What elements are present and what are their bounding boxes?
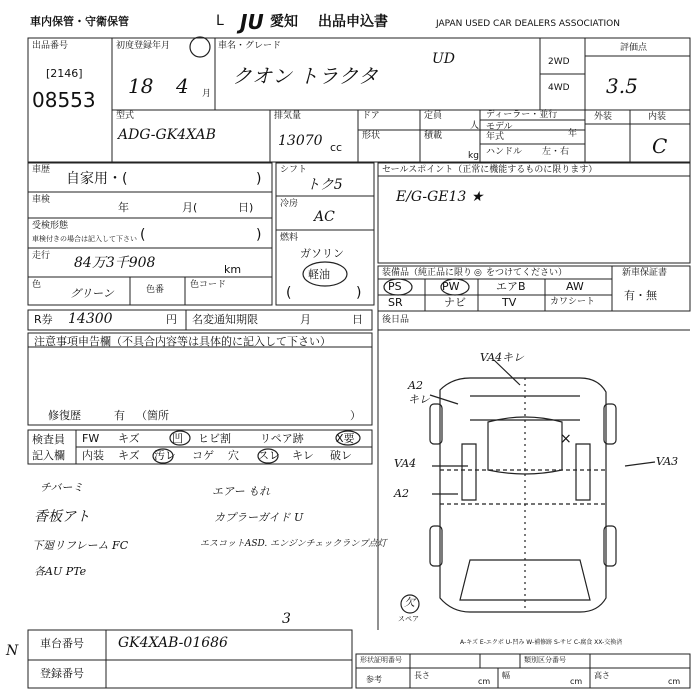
remark-left-2: 香板アト — [34, 509, 90, 525]
listing-sub-number: [2146] — [46, 67, 83, 80]
score-interior-value: C — [652, 134, 668, 158]
inspection-month-unit: 月( — [182, 201, 198, 214]
inspector-label-2: 記入欄 — [32, 449, 65, 462]
deadline-month-unit: 月 — [300, 313, 311, 326]
door-label: ドア — [362, 111, 380, 121]
fuel-open: ( — [286, 285, 292, 301]
registration-label: 初度登録年月 — [116, 41, 171, 51]
equipment-sr: SR — [388, 296, 403, 309]
shape-label: 形状 — [362, 131, 381, 141]
listing-number: 08553 — [32, 88, 96, 112]
capacity-unit: 人 — [470, 121, 480, 131]
remark-left-1: チバーミ — [40, 481, 84, 494]
diagram-va4-top: VA4キレ — [480, 351, 525, 364]
diagram-x-mark: × — [560, 431, 572, 447]
drive-4wd: 4WD — [548, 83, 570, 93]
color-label: 色 — [32, 280, 42, 290]
model-year-label: モデル 年式 — [486, 122, 513, 142]
diagram-legend: A-キズ E-エクボ U-凹み W-補修跡 S-サビ C-腐食 XX-交換済 — [460, 639, 623, 646]
displacement-unit: cc — [330, 141, 343, 154]
diagram-spare-mark: 欠 — [404, 596, 415, 609]
inspection-year-unit: 年 — [118, 201, 129, 214]
history-close: ) — [256, 171, 262, 187]
handle-options: 左・右 — [542, 147, 570, 157]
shift-value: トク5 — [306, 177, 343, 193]
cert-length-label: 長さ — [414, 671, 430, 680]
diagram-a2-left: A2 — [394, 487, 409, 500]
equipment-leather-seat: カワシート — [550, 297, 596, 307]
cert-class-label: 類別区分番号 — [524, 656, 566, 664]
warranty-options: 有・無 — [624, 289, 657, 302]
mileage-value: 84万3千908 — [74, 255, 156, 271]
mileage-unit: km — [224, 263, 242, 276]
remark-left-4: 各AU PTe — [34, 565, 87, 578]
vehicle-name-label: 車名・グレード — [218, 41, 282, 51]
load-unit: kg — [468, 151, 479, 161]
chassis-margin-mark: N — [6, 643, 19, 659]
remark-right-1: エアー もれ — [212, 485, 271, 498]
cert-width-label: 幅 — [502, 671, 510, 680]
inspector-replace: X要 — [336, 432, 355, 445]
fuel-circled: 軽油 — [308, 268, 330, 281]
chassis-correction: 3 — [282, 611, 291, 627]
color-num-label: 色番 — [146, 285, 165, 295]
reg-number-label: 登録番号 — [40, 667, 84, 680]
recycle-value: 14300 — [68, 311, 113, 327]
equipment-tv: TV — [502, 296, 517, 309]
vehicle-name: クオン トラクタ — [232, 64, 378, 88]
inspector-interior-wear: スレ — [258, 449, 280, 462]
cert-width-unit: cm — [570, 677, 583, 686]
fuel-label: 燃料 — [280, 233, 299, 243]
reception-close: ) — [256, 227, 262, 243]
repair-value: 有 — [114, 409, 125, 422]
deadline-day-unit: 日 — [352, 313, 363, 326]
inspector-interior-dirt: 汚レ — [154, 449, 176, 462]
selling-points-note: E/G-GE13 ★ — [396, 189, 484, 205]
inspector-label-1: 検査員 — [32, 433, 65, 446]
equipment-aw: AW — [566, 280, 584, 293]
score-value: 3.5 — [606, 74, 638, 98]
registration-year: 18 — [128, 74, 154, 98]
inspector-interior-scratch: キズ — [118, 449, 140, 462]
mileage-label: 走行 — [32, 251, 51, 261]
equipment-label-suffix: をつけてください） — [486, 268, 568, 278]
brand-suffix: 愛知 — [270, 14, 298, 30]
aircon-label: 冷房 — [280, 199, 299, 209]
model-year-unit: 年 — [568, 129, 578, 139]
equipment-navi: ナビ — [444, 296, 466, 309]
inspector-fw: FW — [82, 432, 100, 445]
remark-right-2: カプラーガイド U — [214, 511, 304, 524]
equipment-label-mark: ◎ — [474, 268, 482, 278]
inspector-crack: ヒビ割 — [198, 432, 231, 445]
diagram-spare-label: スペア — [398, 615, 419, 623]
history-label: 車歴 — [32, 165, 51, 175]
shift-label: シフト — [280, 165, 308, 175]
remark-left-3: 下廻リフレーム FC — [32, 539, 129, 552]
color-code-label: 色コード — [190, 280, 227, 290]
inspector-interior-cut: キレ — [292, 449, 314, 462]
model-label: 型式 — [116, 111, 135, 121]
diagram-va4-left: VA4 — [394, 457, 417, 470]
inspector-interior-burn: コゲ — [192, 449, 214, 462]
reception-label: 受検形態 — [32, 221, 69, 231]
equipment-pw: PW — [442, 280, 460, 293]
score-exterior-label: 外装 — [594, 112, 613, 122]
inspector-interior-hole: 穴 — [228, 449, 239, 462]
fuel-close: ) — [356, 285, 362, 301]
listing-label: 出品番号 — [32, 41, 69, 51]
diagram-a2-top-sub: キレ — [408, 393, 430, 406]
cert-form-label: 形状証明番号 — [360, 656, 402, 664]
model-value: ADG-GK4XAB — [118, 127, 216, 143]
color-value: グリーン — [70, 287, 114, 300]
capacity-label: 定員 — [424, 111, 443, 121]
dealer-label: ディーラー・並行 — [486, 110, 558, 120]
reception-open: ( — [140, 227, 146, 243]
fuel-value: ガソリン — [300, 247, 344, 260]
registration-month: 4 — [176, 74, 189, 98]
remark-right-3: エスコットASD. エンジンチェックランプ点灯 — [200, 539, 387, 549]
deadline-label: 名変通知期限 — [192, 313, 258, 326]
chassis-label: 車台番号 — [40, 637, 84, 650]
registration-month-unit: 月 — [202, 89, 212, 99]
cert-ref-label: 参考 — [366, 675, 382, 684]
aircon-value: AC — [314, 209, 335, 225]
reception-sub: 車検付きの場合は記入して下さい — [32, 235, 137, 243]
diagram-va3-right: VA3 — [656, 455, 679, 468]
selling-points-label: セールスポイント（正常に機能するものに限ります） — [382, 165, 598, 175]
chassis-value: GK4XAB-01686 — [118, 635, 228, 651]
warranty-label: 新車保証書 — [622, 268, 668, 278]
cert-height-unit: cm — [668, 677, 681, 686]
equipment-label: 装備品（純正品に限り — [382, 268, 473, 278]
vehicle-maker: UD — [432, 51, 456, 67]
score-interior-label: 内装 — [648, 112, 667, 122]
repair-place: （箇所 — [136, 409, 169, 422]
repair-label: 修復歴 — [48, 409, 81, 422]
repair-close: ） — [350, 409, 361, 422]
inspector-dent: 凹 — [172, 432, 183, 445]
form-title: 出品申込書 — [318, 14, 388, 30]
recycle-label: R券 — [34, 313, 53, 326]
after-label: 後日品 — [382, 315, 410, 325]
association-name: JAPAN USED CAR DEALERS ASSOCIATION — [436, 19, 620, 29]
inspection-label: 車検 — [32, 195, 51, 205]
history-value: 自家用・( — [66, 171, 128, 187]
storage-note: 車内保管・守衛保管 — [30, 15, 129, 28]
displacement-label: 排気量 — [274, 111, 302, 121]
vehicle-diagram — [401, 360, 655, 613]
drive-2wd: 2WD — [548, 57, 570, 67]
inspector-interior-tear: 破レ — [330, 449, 352, 462]
brand-logo: JU — [240, 10, 264, 34]
diagram-a2-top: A2 — [408, 379, 423, 392]
recycle-unit: 円 — [166, 313, 177, 326]
score-label: 評価点 — [620, 43, 648, 53]
inspector-repair: リペア跡 — [260, 432, 304, 445]
equipment-ps: PS — [388, 280, 402, 293]
cert-length-unit: cm — [478, 677, 491, 686]
cert-height-label: 高さ — [594, 671, 610, 680]
handle-label: ハンドル — [486, 147, 523, 157]
inspector-interior-label: 内装 — [82, 449, 104, 462]
equipment-airbag: エアB — [496, 280, 526, 293]
load-label: 積載 — [424, 131, 443, 141]
inspector-scratch: キズ — [118, 432, 140, 445]
displacement-value: 13070 — [278, 133, 323, 149]
inspection-day-unit: 日) — [238, 201, 254, 214]
storage-mark: L — [216, 13, 224, 29]
notes-label: 注意事項申告欄（不具合内容等は具体的に記入して下さい） — [34, 335, 331, 348]
